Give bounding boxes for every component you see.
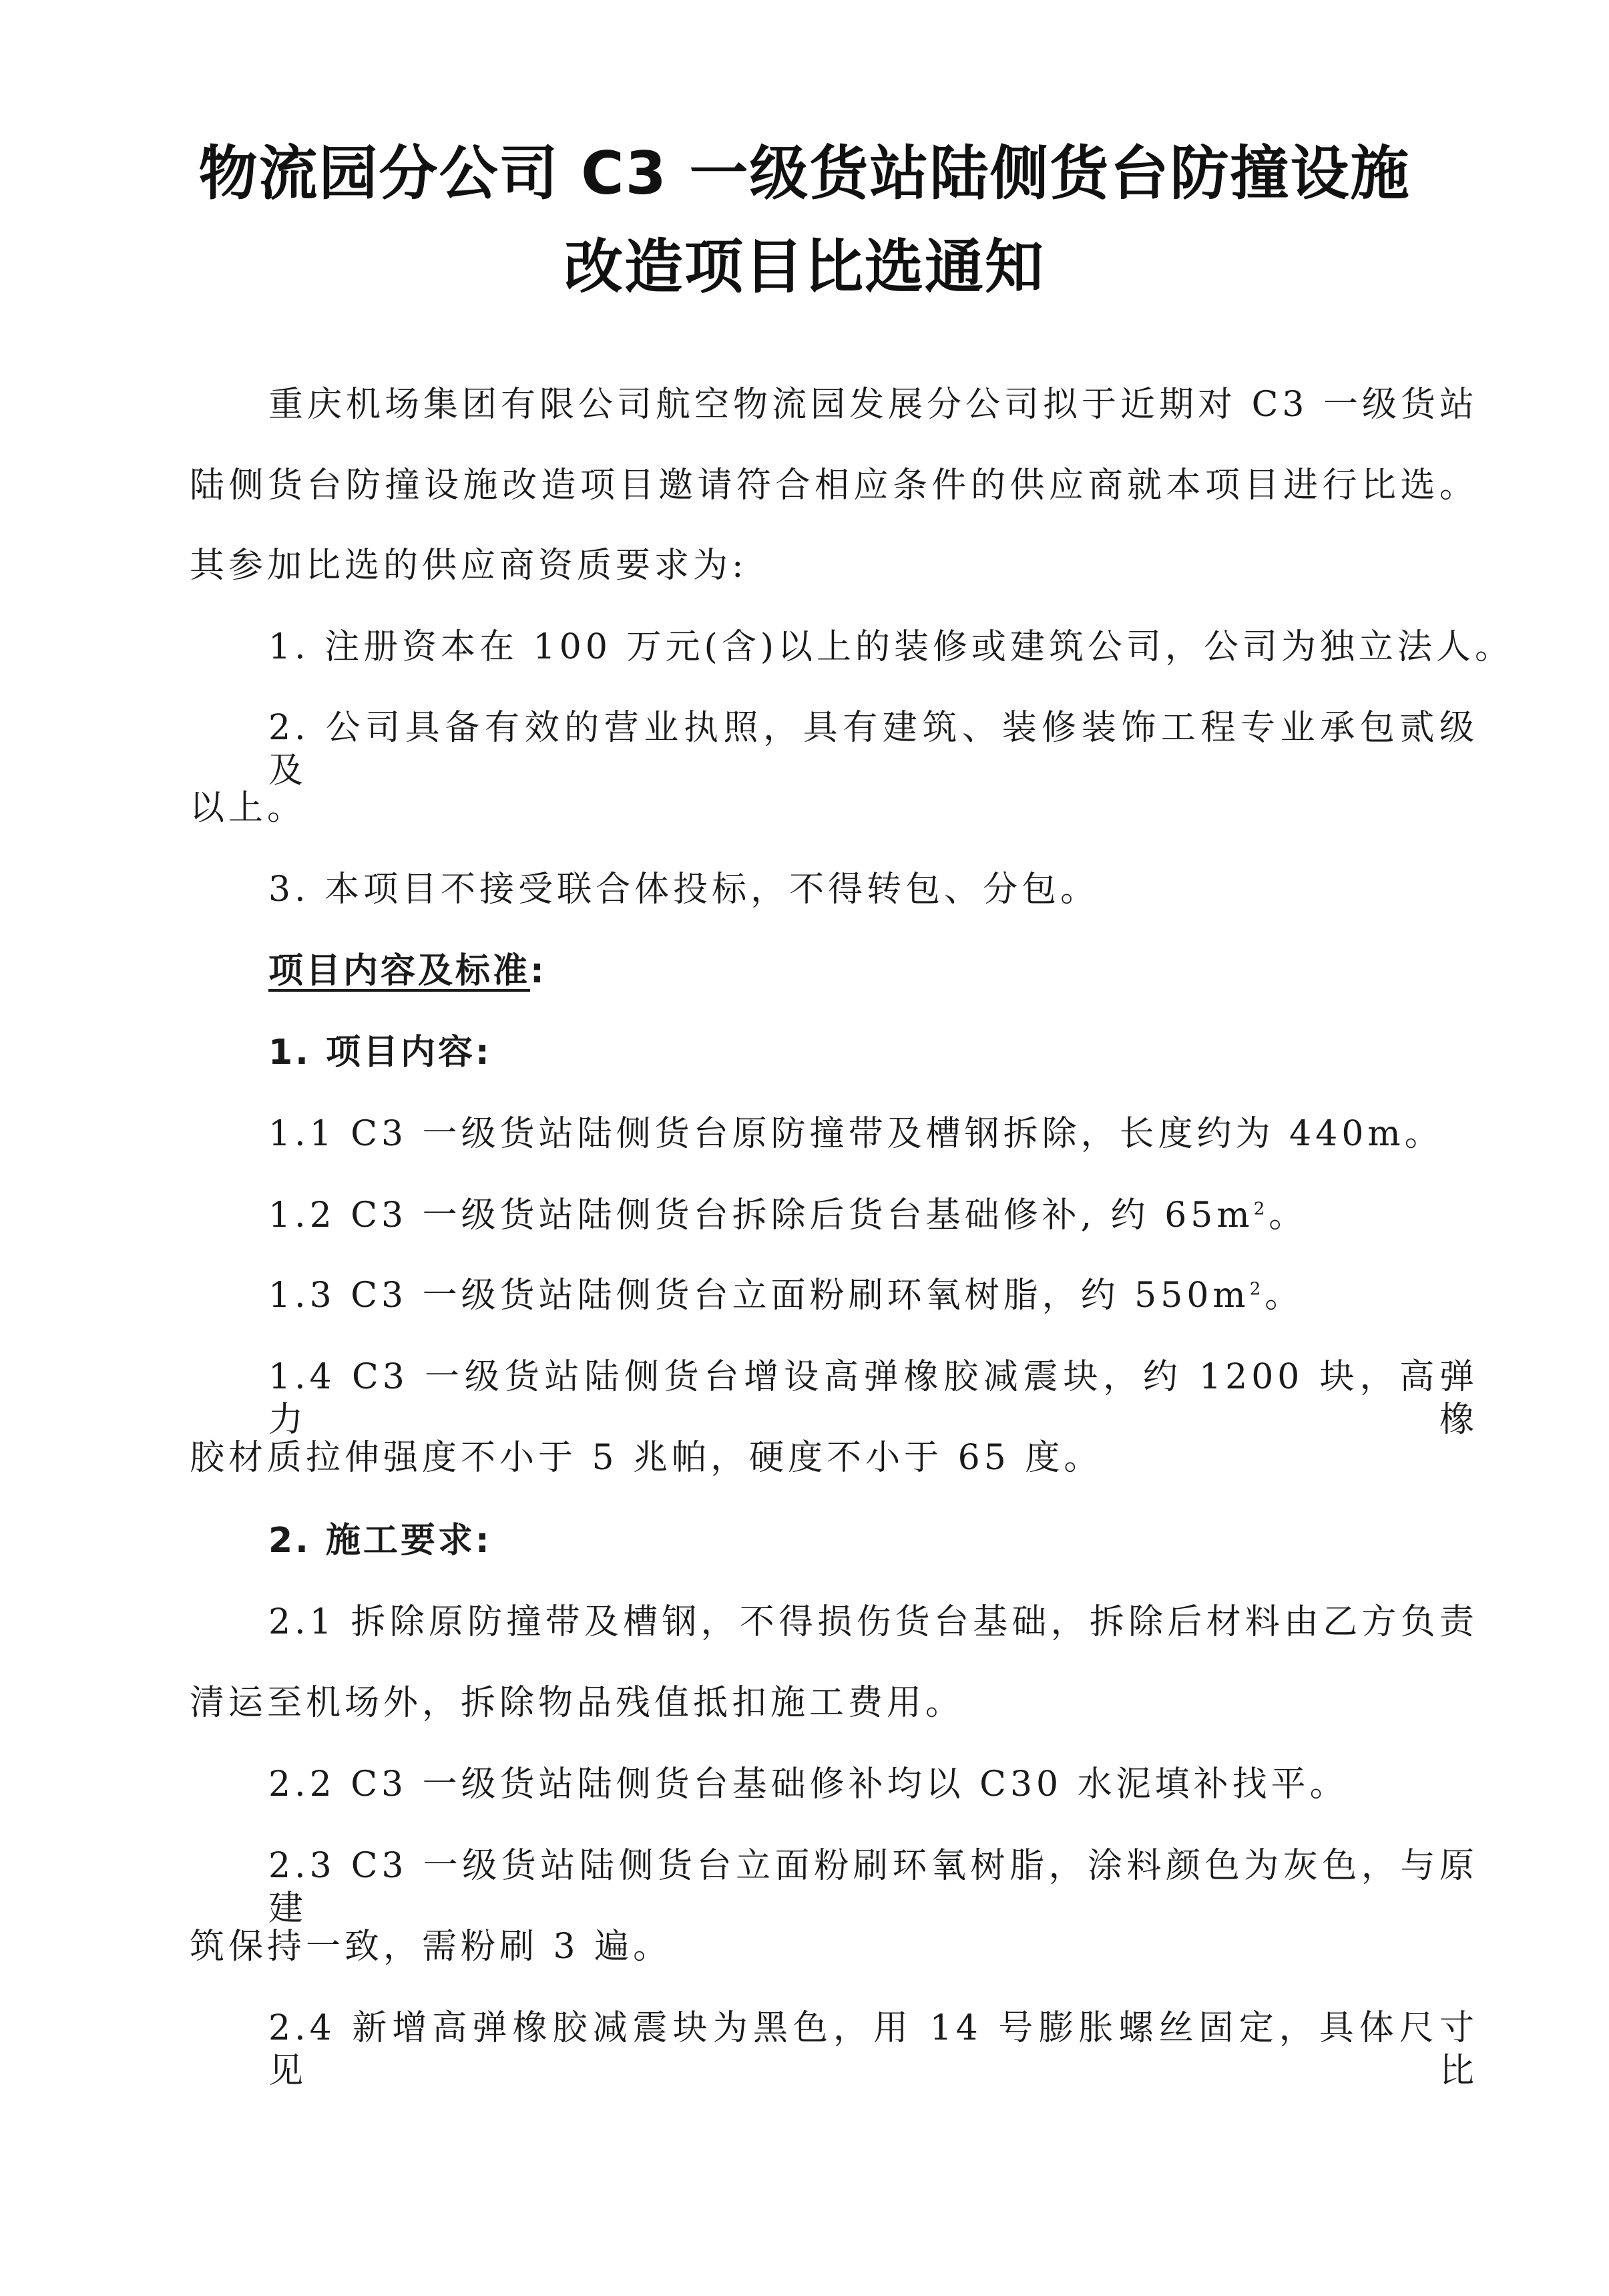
project-content-standard-heading <box>268 950 1478 992</box>
intro-paragraph-line-1: 重庆机场集团有限公司航空物流园发展分公司拟于近期对 C3 一级货站 <box>268 385 1478 425</box>
content-item-1-3-end: 。 <box>1265 1276 1304 1316</box>
requirement-2-line-1: 2. 公司具备有效的营业执照，具有建筑、装修装饰工程专业承包贰级及 <box>268 708 1478 791</box>
content-item-1-4-line-2: 胶材质拉伸强度不小于 5 兆帕，硬度不小于 65 度。 <box>190 1438 1103 1478</box>
heading-colon: : <box>530 951 547 991</box>
construction-item-2-3-line-2: 筑保持一致，需粉刷 3 遍。 <box>190 1927 672 1967</box>
document-title-line-2: 改造项目比选通知 <box>563 232 1045 301</box>
construction-item-2-4-line-1: 2.4 新增高弹橡胶减震块为黑色，用 14 号膨胀螺丝固定，具体尺寸见比 <box>268 2008 1478 2091</box>
project-content-heading: 1. 项目内容: <box>268 1032 492 1073</box>
construction-item-2-2: 2.2 C3 一级货站陆侧货台基础修补均以 C30 水泥填补找平。 <box>268 1764 1349 1804</box>
construction-item-2-3-line-1: 2.3 C3 一级货站陆侧货台立面粉刷环氧树脂，涂料颜色为灰色，与原建 <box>268 1846 1478 1929</box>
content-item-1-3 <box>268 1274 1478 1317</box>
content-item-1-3-text: 1.3 C3 一级货站陆侧货台立面粉刷环氧树脂，约 550m <box>268 1276 1250 1316</box>
square-meter-superscript: 2 <box>1249 1279 1265 1300</box>
document-title-line-1: 物流园分公司 C3 一级货站陆侧货台防撞设施 <box>198 139 1411 208</box>
requirement-2-line-2: 以上。 <box>190 788 306 828</box>
construction-item-2-1-line-2: 清运至机场外，拆除物品残值抵扣施工费用。 <box>190 1683 965 1723</box>
content-item-1-2 <box>268 1194 1478 1237</box>
requirement-3: 3. 本项目不接受联合体投标，不得转包、分包。 <box>268 870 1100 910</box>
construction-item-2-1-line-1: 2.1 拆除原防撞带及槽钢，不得损伤货台基础，拆除后材料由乙方负责 <box>268 1602 1478 1642</box>
content-item-1-1: 1.1 C3 一级货站陆侧货台原防撞带及槽钢拆除，长度约为 440m。 <box>268 1114 1443 1154</box>
intro-paragraph-line-2: 陆侧货台防撞设施改造项目邀请符合相应条件的供应商就本项目进行比选。 <box>190 465 1478 506</box>
requirement-1: 1. 注册资本在 100 万元(含)以上的装修或建筑公司，公司为独立法人。 <box>268 627 1514 667</box>
construction-requirements-heading: 2. 施工要求: <box>268 1521 492 1561</box>
intro-paragraph-line-3: 其参加比选的供应商资质要求为: <box>190 546 748 586</box>
content-item-1-2-end: 。 <box>1269 1195 1308 1235</box>
project-content-standard-heading-text: 项目内容及标准 <box>268 951 531 991</box>
square-meter-superscript: 2 <box>1253 1199 1269 1219</box>
content-item-1-4-line-1: 1.4 C3 一级货站陆侧货台增设高弹橡胶减震块，约 1200 块，高弹力橡 <box>268 1357 1478 1440</box>
content-item-1-2-text: 1.2 C3 一级货站陆侧货台拆除后货台基础修补, 约 65m <box>268 1195 1254 1235</box>
